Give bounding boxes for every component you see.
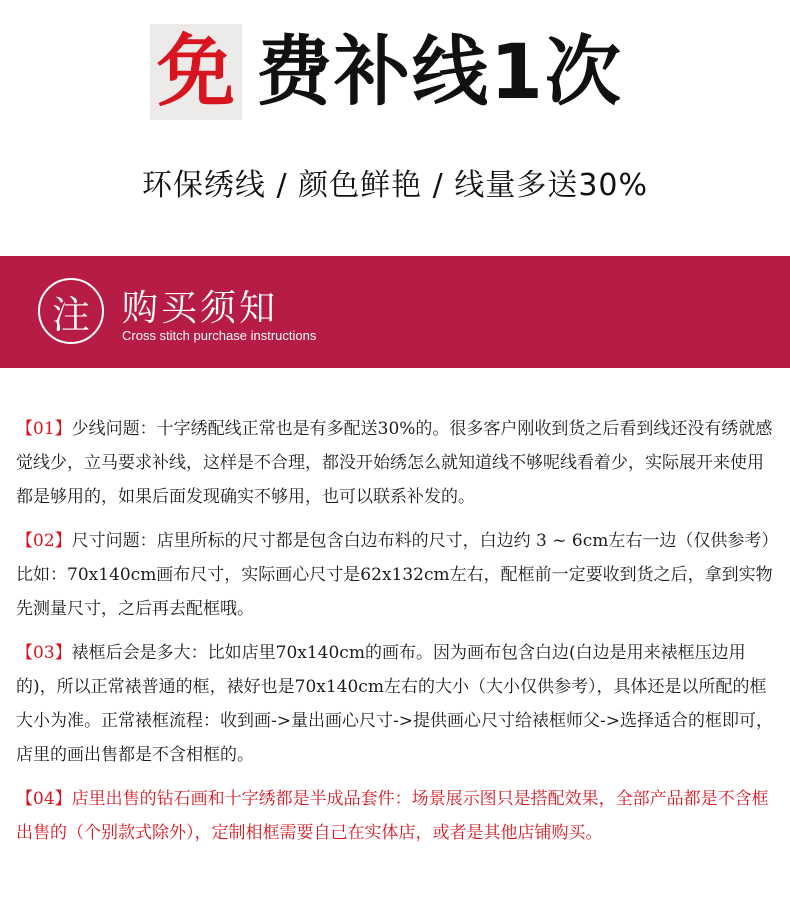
notice-circle-char: 注 <box>51 292 90 337</box>
note-02 <box>16 524 776 626</box>
notice-circle-icon <box>38 278 104 344</box>
notes-list <box>16 412 776 860</box>
note-tag: 【03】 <box>16 643 72 663</box>
note-text: 尺寸问题：店里所标的尺寸都是包含白边布料的尺寸，白边约 3 ~ 6cm左右一边（仅供参考）比如：70x140cm画布尺寸，实际画心尺寸是62x132cm左右，配框前一定要收到货之后，拿到实物先测量尺寸，之后再去配框哦。 <box>16 531 773 619</box>
free-char: 免 <box>156 27 235 117</box>
purchase-notice-banner <box>0 256 790 368</box>
note-01 <box>16 412 776 514</box>
note-04 <box>16 782 776 850</box>
banner-subtitle: Cross stitch purchase instructions <box>122 328 317 343</box>
headline-text: 费补线1次 <box>256 27 623 116</box>
note-tag: 【02】 <box>16 531 72 551</box>
note-tag: 【01】 <box>16 419 72 439</box>
banner-title: 购买须知 <box>122 288 279 329</box>
note-text: 少线问题：十字绣配线正常也是有多配送30%的。很多客户刚收到货之后看到线还没有绣就感觉线少，立马要求补线，这样是不合理，都没开始绣怎么就知道线不够呢线看着少，实际展开来使用都是够用的，如果后面发现确实不够用，也可以联系补发的。 <box>16 419 773 507</box>
note-text: 店里出售的钻石画和十字绣都是半成品套件：场景展示图只是搭配效果，全部产品都是不含框出售的（个别款式除外），定制相框需要自己在实体店，或者是其他店铺购买。 <box>16 789 769 843</box>
note-text: 裱框后会是多大：比如店里70x140cm的画布。因为画布包含白边(白边是用来裱框压边用的)，所以正常裱普通的框，裱好也是70x140cm左右的大小（大小仅供参考），具体还是以所配的框大小为准。正常裱框流程：收到画->量出画心尺寸->提供画心尺寸给裱框师父->选择适合的框即可，店里的画出售都是不含相框的。 <box>16 643 773 765</box>
note-03 <box>16 636 776 772</box>
promo-header <box>0 0 790 255</box>
promo-subtitle: 环保绣线 / 颜色鲜艳 / 线量多送30% <box>141 168 649 203</box>
note-tag: 【04】 <box>16 789 72 809</box>
free-badge <box>150 24 242 120</box>
headline <box>150 22 623 122</box>
